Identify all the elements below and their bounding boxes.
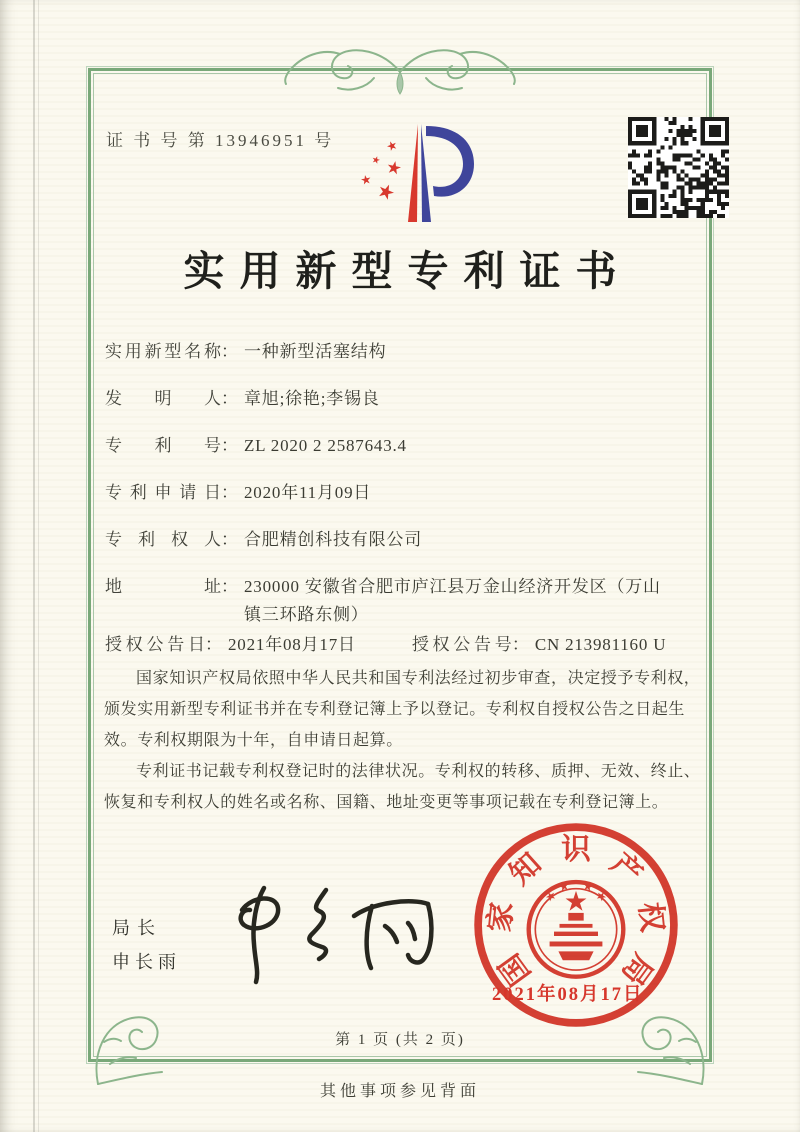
- field-value: 230000 安徽省合肥市庐江县万金山经济开发区（万山镇三环路东侧）: [244, 577, 661, 624]
- svg-text:产: 产: [604, 847, 648, 892]
- colon: ：: [221, 530, 238, 549]
- director-name: 申长雨: [112, 952, 181, 972]
- field-label: 专利号: [105, 436, 221, 455]
- scan-artifact-line: [38, 0, 39, 1132]
- grant-date-label: 授权公告日: [105, 635, 205, 654]
- qr-code: [628, 117, 729, 218]
- field-label: 地址: [105, 577, 221, 596]
- field-value: ZL 2020 2 2587643.4: [244, 436, 407, 455]
- grant-number-value: CN 213981160 U: [534, 635, 667, 654]
- field-value: 一种新型活塞结构: [244, 342, 387, 361]
- field-row-2: [105, 432, 685, 460]
- colon: ：: [221, 483, 238, 502]
- svg-text:识: 识: [561, 834, 591, 867]
- director-title: 局长: [112, 918, 162, 938]
- top-center-flourish-ornament: [278, 38, 522, 98]
- certificate-fields: [105, 338, 685, 648]
- field-row-3: [105, 479, 685, 507]
- colon: ：: [511, 635, 529, 654]
- field-label: 专利申请日: [105, 483, 221, 502]
- svg-text:权: 权: [632, 900, 668, 934]
- grant-date-value: 2021年08月17日: [228, 635, 356, 654]
- field-row-4: [105, 526, 685, 554]
- certificate-title: 实用新型专利证书: [183, 248, 632, 294]
- grant-publication-row: [105, 631, 705, 659]
- field-value: 章旭;徐艳;李锡良: [244, 389, 380, 408]
- field-row-1: [105, 385, 685, 413]
- field-label: 专利权人: [105, 530, 221, 549]
- field-row-5: [105, 573, 685, 629]
- svg-text:家: 家: [484, 900, 520, 934]
- scan-artifact-line: [33, 0, 35, 1132]
- field-value: 合肥精创科技有限公司: [244, 530, 422, 549]
- back-side-note: 其他事项参见背面: [319, 1083, 480, 1100]
- field-label: 发明人: [105, 389, 221, 408]
- field-row-0: [105, 338, 685, 366]
- national-emblem: [529, 882, 624, 977]
- svg-text:国: 国: [493, 947, 538, 991]
- colon: ：: [221, 436, 238, 455]
- certificate-number: 证 书 号 第 13946951 号: [106, 131, 335, 150]
- colon: ：: [221, 342, 238, 361]
- legal-paragraph-1: 国家知识产权局依照中华人民共和国专利法经过初步审查，决定授予专利权，颁发实用新型专利证书并在专利登记簿上予以登记。专利权自授权公告之日起生效。专利权期限为十年，自申请日起算。: [104, 670, 701, 749]
- colon: ：: [221, 389, 238, 408]
- page-indicator: 第 1 页 (共 2 页): [335, 1032, 465, 1048]
- legal-text: [104, 663, 712, 818]
- legal-paragraph-2: 专利证书记载专利权登记时的法律状况。专利权的转移、质押、无效、终止、恢复和专利权人的姓名或名称、国籍、地址变更等事项记载在专利登记簿上。: [104, 763, 701, 811]
- grant-number-label: 授权公告号: [411, 635, 512, 654]
- colon: ：: [221, 577, 238, 596]
- svg-text:局: 局: [614, 947, 659, 991]
- seal-date: 2021年08月17日: [492, 985, 644, 1005]
- colon: ：: [205, 635, 222, 654]
- cnipa-logo: [342, 110, 498, 236]
- svg-text:知: 知: [504, 847, 548, 892]
- field-value: 2020年11月09日: [244, 483, 372, 502]
- director-handwritten-signature: [222, 874, 458, 992]
- field-label: 实用新型名称: [105, 342, 221, 361]
